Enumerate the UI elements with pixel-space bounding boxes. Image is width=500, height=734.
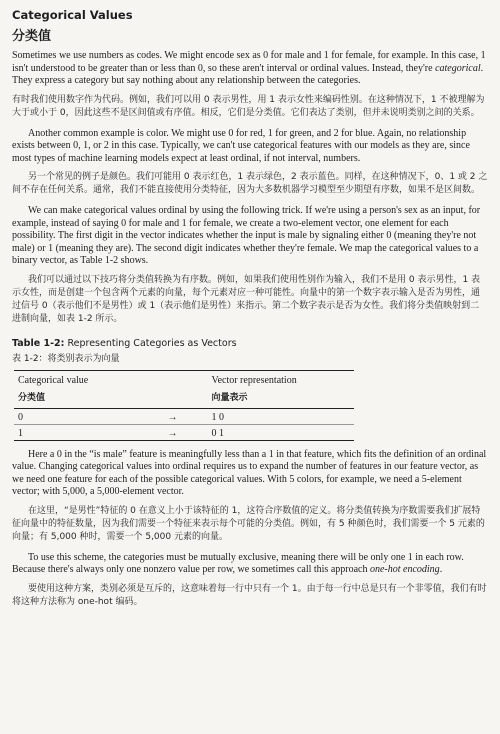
paragraph-5-en: To use this scheme, the categories must be mutually exclusive, meaning there will be only one 1 in each row. Because there's always only one nonzero value per row, we sometimes call this approach one-hot encoding. — [12, 551, 464, 575]
col-header-categorical-value: Categorical value 分类值 — [18, 374, 89, 403]
paragraph-2-zh: 另一个常见的例子是颜色。我们可能用 0 表示红色，1 表示绿色，2 表示蓝色。同样，在这种情况下，0、1 或 2 之间不存在任何关系。通常，我们不能直接使用分类特征，因为大多数机器学习模型至少期望有序数，如果不是区间数。 — [12, 172, 488, 195]
paragraph-1-en: Sometimes we use numbers as codes. We might encode sex as 0 for male and 1 for female, for example. In this case, 1 isn't understood to be greater than or less than 0, so these aren't interval or ordinal values. Instead, they're categorical. They express a category but say nothing about any relationship between the categories. — [12, 50, 486, 86]
arrow-icon: → — [137, 408, 207, 424]
table-header-row — [14, 370, 354, 408]
categories-vector-table — [14, 370, 354, 441]
paragraph-4-en: Here a 0 in the “is male” feature is meaningfully less than a 1 in that feature, which fits the definition of an ordinal value. Changing categorical values into ordinal requires us to expand the number of features in our feature vector, as we need one feature for each of the possible categorical values. With 5 colors, for example, we need a 5-element vector; with 5,000, a 5,000-element vector. — [12, 448, 487, 497]
paragraph-5-zh: 要使用这种方案，类别必须是互斥的，这意味着每一行中只有一个 1。由于每一行中总是只有一个非零值，我们有时将这种方法称为 one-hot 编码。 — [12, 583, 487, 607]
arrow-icon: → — [137, 424, 207, 440]
col-header-vector-representation: Vector representation 向量表示 — [211, 374, 297, 403]
term-categorical: categorical — [435, 62, 481, 74]
paragraph-4-zh: 在这里，“是男性”特征的 0 在意义上小于该特征的 1，这符合序数值的定义。将分类值转换为序数需要我们扩展特征向量中的特征数量，因为我们需要一个特征来表示每个可能的分类值。例如，有 5 种颜色时，我们需要一个 5 元素的向量；有 5,000 种时，需要一个 5,000 元素的向量。 — [12, 505, 485, 542]
paragraph-2-en: Another common example is color. We might use 0 for red, 1 for green, and 2 for blue. Again, no relationship exists between 0, 1, or 2 in this case. Typically, we can't use categorical features with our models as they are, since most types of machine learning models expect at least ordinal, if not interval, numbers. — [12, 127, 470, 164]
cell-value: 1 — [14, 424, 137, 440]
paragraph-3-en: We can make categorical values ordinal by using the following trick. If we're using a person's sex as an input, for example, instead of saying 0 for male and 1 for female, we create a two-element vector, one element for each possibility. The first digit in the vector indicates whether the input is male by signaling either 0 (meaning they're not male) or 1 (meaning they are). The second digit indicates whether they're female. We map the categorical values to a binary vector, as Table 1-2 shows. — [12, 205, 481, 266]
col-header-arrow — [137, 370, 207, 408]
paragraph-3-zh: 我们可以通过以下技巧将分类值转换为有序数。例如，如果我们使用性别作为输入，我们不是用 0 表示男性，1 表示女性，而是创建一个包含两个元素的向量，每个元素对应一种可能性。向量中的第一个数字表示输入是否为男性，通过信号 0（表示他们不是男性）或 1（表示他们是男性）来指示。第二个数字表示是否为女性。我们将分类值映射到二进制向量，如表 1-2 所示。 — [12, 274, 481, 324]
table-row — [14, 408, 354, 424]
table-caption-en: Table 1-2: Representing Categories as Vectors — [12, 337, 237, 349]
table-caption-zh: 表 1-2：将类别表示为向量 — [12, 353, 120, 364]
section-title-zh: 分类值 — [12, 29, 52, 44]
cell-value: 0 — [14, 408, 137, 424]
section-title-en: Categorical Values — [12, 8, 133, 22]
term-one-hot-encoding: one-hot encoding — [369, 564, 440, 575]
table-row — [14, 424, 354, 440]
paragraph-1-zh: 有时我们使用数字作为代码。例如，我们可以用 0 表示男性，用 1 表示女性来编码性别。在这种情况下，1 不被理解为大于或小于 0，因此这些不是区间值或有序值。相反，它们是分类值。它们表达了类别，但并未说明类别之间的关系。 — [12, 94, 485, 118]
cell-vector: 0 1 — [207, 424, 354, 440]
cell-vector: 1 0 — [207, 408, 354, 424]
